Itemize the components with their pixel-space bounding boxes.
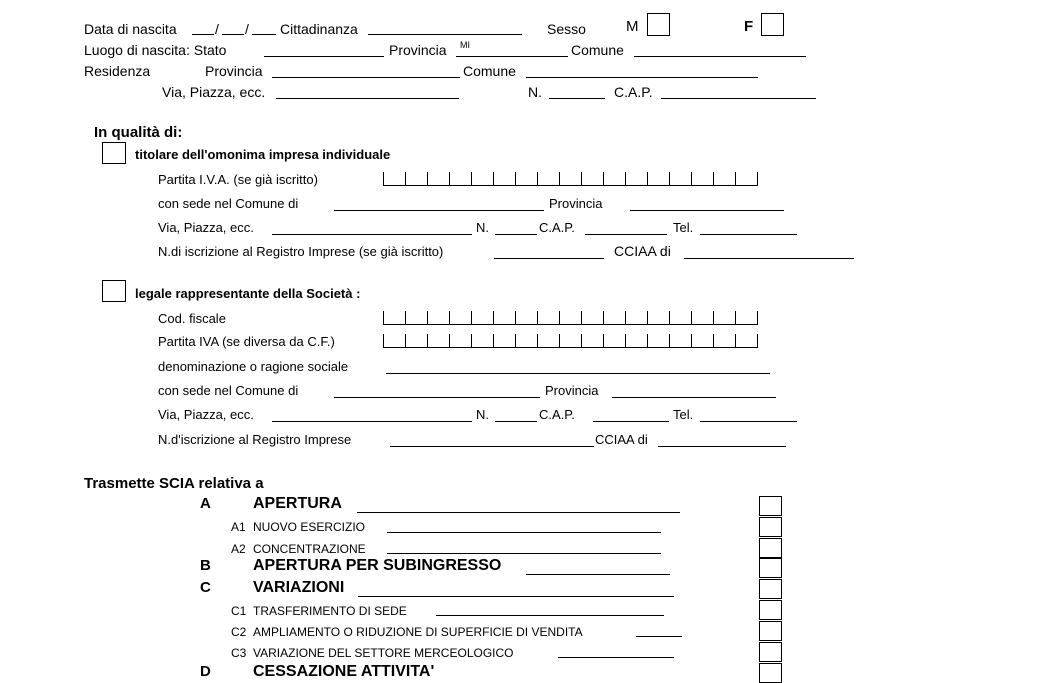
legale-tel-label: Tel.: [673, 407, 694, 422]
scia-item-checkbox[interactable]: [759, 600, 782, 620]
titolare-via-label: Via, Piazza, ecc.: [158, 220, 254, 235]
titolare-n-field[interactable]: [495, 234, 537, 235]
titolare-registro-label: N.di iscrizione al Registro Imprese (se già iscritto): [158, 244, 444, 259]
qualita-heading: In qualità di:: [94, 124, 183, 141]
legale-provincia-label: Provincia: [545, 383, 599, 398]
titolare-piva-label: Partita I.V.A. (se già iscritto): [158, 172, 318, 187]
legale-checkbox[interactable]: [102, 280, 126, 302]
scia-item-field[interactable]: [558, 657, 674, 658]
titolare-n-label: N.: [476, 220, 489, 235]
numero-label: N.: [528, 84, 542, 100]
legale-n-label: N.: [476, 407, 489, 422]
scia-item-code: B: [200, 557, 211, 574]
legale-denominazione-label: denominazione o ragione sociale: [158, 359, 349, 374]
numero-field[interactable]: [549, 98, 605, 99]
scia-item-checkbox[interactable]: [759, 642, 782, 662]
titolare-cap-field[interactable]: [585, 234, 667, 235]
scia-item-code: A2: [231, 542, 246, 556]
titolare-provincia-label: Provincia: [549, 196, 603, 211]
data-nascita-day-field[interactable]: [192, 34, 214, 35]
legale-sede-label: con sede nel Comune di: [158, 383, 299, 398]
scia-heading: Trasmette SCIA relativa a: [84, 475, 264, 492]
legale-cciaa-field[interactable]: [658, 446, 786, 447]
residenza-provincia-field[interactable]: [272, 77, 460, 78]
comune-field[interactable]: [634, 56, 806, 57]
titolare-tel-label: Tel.: [673, 220, 694, 235]
sesso-label: Sesso: [547, 21, 586, 37]
titolare-registro-field[interactable]: [494, 258, 604, 259]
titolare-cciaa-label: CCIAA di: [614, 243, 671, 259]
scia-item-code: C3: [231, 646, 247, 660]
residenza-provincia-label: Provincia: [205, 63, 263, 79]
provincia-value: MI: [460, 40, 470, 50]
scia-item-label: TRASFERIMENTO DI SEDE: [253, 604, 407, 618]
scia-item-code: D: [200, 663, 211, 680]
residenza-comune-field[interactable]: [526, 77, 758, 78]
scia-item-field[interactable]: [636, 636, 682, 637]
scia-item-code: A1: [231, 520, 246, 534]
legale-label: legale rappresentante della Società :: [135, 286, 361, 301]
titolare-tel-field[interactable]: [700, 234, 797, 235]
legale-piva-label: Partita IVA (se diversa da C.F.): [158, 334, 335, 349]
scia-item-code: C2: [231, 625, 247, 639]
cittadinanza-field[interactable]: [368, 34, 522, 35]
data-nascita-label: Data di nascita: [84, 21, 177, 37]
scia-item-label: CESSAZIONE ATTIVITA': [253, 663, 435, 680]
legale-sede-field[interactable]: [334, 397, 540, 398]
sesso-m-checkbox[interactable]: [647, 13, 670, 36]
scia-item-checkbox[interactable]: [759, 579, 782, 599]
scia-item-label: APERTURA PER SUBINGRESSO: [253, 557, 502, 574]
titolare-checkbox[interactable]: [102, 142, 126, 164]
titolare-label: titolare dell'omonima impresa individuale: [135, 147, 391, 162]
scia-item-checkbox[interactable]: [759, 517, 782, 537]
legale-via-field[interactable]: [272, 421, 472, 422]
provincia-label: Provincia: [389, 42, 447, 58]
legale-codfisc-label: Cod. fiscale: [158, 311, 226, 326]
cittadinanza-label: Cittadinanza: [280, 21, 358, 37]
scia-item-checkbox[interactable]: [759, 496, 782, 516]
comune-label: Comune: [571, 42, 624, 58]
scia-item-label: CONCENTRAZIONE: [253, 542, 366, 556]
legale-n-field[interactable]: [495, 421, 537, 422]
legale-denominazione-field[interactable]: [386, 373, 770, 374]
scia-item-field[interactable]: [526, 574, 670, 575]
legale-cap-label: C.A.P.: [539, 407, 575, 422]
legale-codfisc-field[interactable]: [383, 311, 758, 327]
scia-item-checkbox[interactable]: [759, 663, 782, 683]
scia-item-checkbox[interactable]: [759, 538, 782, 558]
scia-item-field[interactable]: [357, 512, 680, 513]
sesso-f-label: F: [744, 18, 754, 35]
residenza-comune-label: Comune: [463, 63, 516, 79]
luogo-nascita-label: Luogo di nascita: Stato: [84, 42, 227, 58]
scia-item-label: NUOVO ESERCIZIO: [253, 520, 366, 534]
data-nascita-month-field[interactable]: [222, 34, 244, 35]
stato-field[interactable]: [264, 56, 384, 57]
provincia-field[interactable]: [456, 56, 568, 57]
titolare-provincia-field[interactable]: [630, 210, 784, 211]
titolare-cciaa-field[interactable]: [684, 258, 854, 259]
scia-item-code: C: [200, 579, 211, 596]
titolare-piva-field[interactable]: [383, 172, 758, 188]
titolare-sede-field[interactable]: [334, 210, 544, 211]
sesso-f-checkbox[interactable]: [761, 13, 784, 36]
scia-item-field[interactable]: [358, 596, 674, 597]
cap-field[interactable]: [661, 98, 816, 99]
legale-registro-field[interactable]: [390, 446, 594, 447]
date-separator: /: [215, 21, 219, 37]
scia-item-code: A: [200, 495, 211, 512]
scia-item-label: VARIAZIONE DEL SETTORE MERCEOLOGICO: [253, 646, 514, 660]
legale-provincia-field[interactable]: [612, 397, 776, 398]
via-field[interactable]: [276, 98, 459, 99]
scia-item-label: APERTURA: [253, 495, 342, 512]
via-label: Via, Piazza, ecc.: [162, 84, 266, 100]
cap-label: C.A.P.: [614, 84, 653, 100]
scia-item-field[interactable]: [387, 553, 661, 554]
legale-tel-field[interactable]: [700, 421, 797, 422]
legale-cciaa-label: CCIAA di: [595, 432, 648, 447]
legale-registro-label: N.d'iscrizione al Registro Imprese: [158, 432, 352, 447]
scia-item-checkbox[interactable]: [759, 558, 782, 578]
scia-item-label: VARIAZIONI: [253, 579, 345, 596]
scia-item-field[interactable]: [387, 532, 661, 533]
scia-item-label: AMPLIAMENTO O RIDUZIONE DI SUPERFICIE DI VENDITA: [253, 625, 583, 639]
sesso-m-label: M: [626, 18, 639, 35]
scia-item-code: C1: [231, 604, 247, 618]
residenza-label: Residenza: [84, 63, 151, 79]
titolare-via-field[interactable]: [272, 234, 472, 235]
data-nascita-year-field[interactable]: [252, 34, 276, 35]
scia-item-field[interactable]: [436, 615, 664, 616]
titolare-sede-label: con sede nel Comune di: [158, 196, 299, 211]
legale-cap-field[interactable]: [593, 421, 669, 422]
titolare-cap-label: C.A.P.: [539, 220, 575, 235]
legale-via-label: Via, Piazza, ecc.: [158, 407, 254, 422]
legale-piva-field[interactable]: [383, 334, 758, 350]
date-separator: /: [245, 21, 249, 37]
scia-item-checkbox[interactable]: [759, 621, 782, 641]
